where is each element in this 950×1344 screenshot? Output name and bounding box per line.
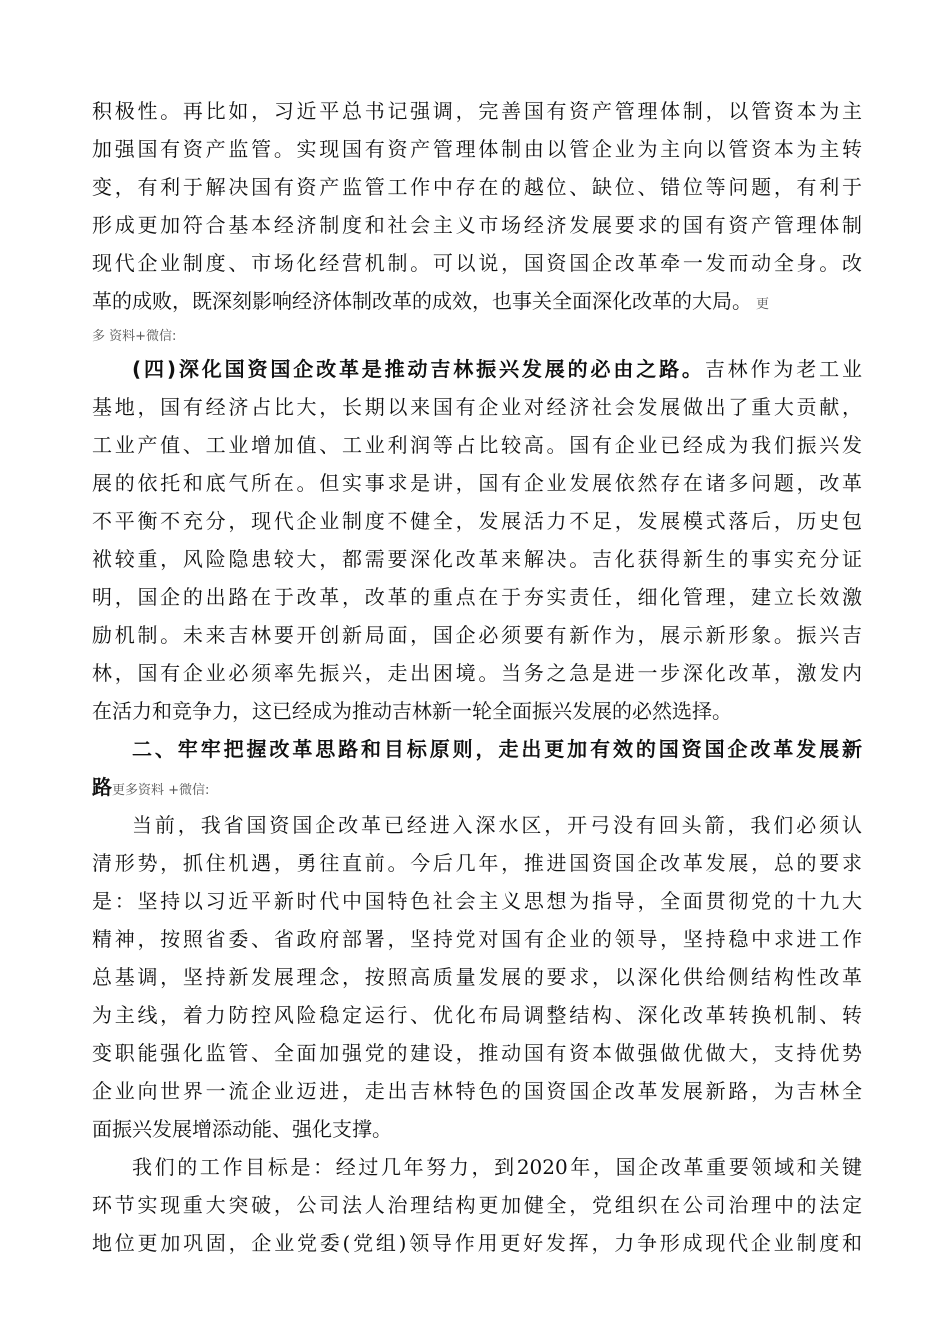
text-line: 地位更加巩固，企业党委(党组)领导作用更好发挥，力争形成现代企业制度和: [92, 1231, 862, 1255]
text-line: 总基调，坚持新发展理念，按照高质量发展的要求，以深化供给侧结构性改革: [92, 965, 862, 989]
text-line: 基地，国有经济占比大，长期以来国有企业对经济社会发展做出了重大贡献，: [92, 395, 862, 419]
paragraph-4: [92, 1148, 862, 1262]
text-line: 变职能强化监管、全面加强党的建设，推动国有资本做强做优做大，支持优势: [92, 1041, 862, 1065]
paragraph-3: [92, 806, 862, 1148]
watermark-note: 更多资料 +微信:: [112, 783, 210, 798]
text-line: 加强国有资产监管。实现国有资产管理体制由以管企业为主向以管资本为主转: [92, 137, 862, 161]
text-segment: 吉林作为老工业: [704, 357, 863, 381]
text-line: 林，国有企业必须率先振兴，走出困境。当务之急是进一步深化改革，激发内: [92, 661, 862, 685]
text-line: 励机制。未来吉林要开创新局面，国企必须要有新作为，展示新形象。振兴吉: [92, 623, 862, 647]
text-line: 积极性。再比如，习近平总书记强调，完善国有资产管理体制，以管资本为主: [92, 99, 862, 123]
text-line: 当前，我省国资国企改革已经进入深水区，开弓没有回头箭，我们必须认: [132, 813, 862, 837]
watermark-note: 多 资料+微信:: [92, 329, 177, 344]
text-line: 是：坚持以习近平新时代中国特色社会主义思想为指导，全面贯彻党的十九大: [92, 889, 862, 913]
text-line: 面振兴发展增添动能、强化支撑。: [92, 1117, 392, 1141]
paragraph-2: [92, 350, 862, 730]
text-line: 企业向世界一流企业迈进，走出吉林特色的国资国企改革发展新路，为吉林全: [92, 1079, 862, 1103]
text-line: 现代企业制度、市场化经营机制。可以说，国资国企改革牵一发而动全身。改: [92, 251, 862, 275]
document-page: [92, 92, 862, 1262]
text-line: 工业产值、工业增加值、工业利润等占比较高。国有企业已经成为我们振兴发: [92, 433, 862, 457]
section-2-heading: [92, 730, 862, 806]
text-line: 清形势，抓住机遇，勇往直前。今后几年，推进国资国企改革发展，总的要求: [92, 851, 862, 875]
section-heading-line: 二、牢牢把握改革思路和目标原则，走出更加有效的国资国企改革发展新: [132, 737, 862, 761]
text-line: 形成更加符合基本经济制度和社会主义市场经济发展要求的国有资产管理体制: [92, 213, 862, 237]
text-line: 变，有利于解决国有资产监管工作中存在的越位、缺位、错位等问题，有利于: [92, 175, 862, 199]
text-line: 展的依托和底气所在。但实事求是讲，国有企业发展依然存在诸多问题，改革: [92, 471, 862, 495]
text-line: 我们的工作目标是：经过几年努力，到2020年，国企改革重要领域和关键: [132, 1155, 862, 1179]
text-line: 袱较重，风险隐患较大，都需要深化改革来解决。吉化获得新生的事实充分证: [92, 547, 862, 571]
text-line: 在活力和竞争力，这已经成为推动吉林新一轮全面振兴发展的必然选择。: [92, 699, 732, 723]
text-line: 精神，按照省委、省政府部署，坚持党对国有企业的领导，坚持稳中求进工作: [92, 927, 862, 951]
watermark-note-line: [92, 320, 862, 350]
text-line: [92, 282, 862, 320]
text-segment: 革的成败，既深刻影响经济体制改革的成效，也事关全面深化改革的大局。: [92, 289, 752, 313]
text-line: [92, 350, 862, 388]
text-line: 环节实现重大突破，公司法人治理结构更加健全，党组织在公司治理中的法定: [92, 1193, 862, 1217]
text-line: 不平衡不充分，现代企业制度不健全，发展活力不足，发展模式落后，历史包: [92, 509, 862, 533]
section-heading-line: [92, 768, 862, 806]
section-heading-tail: 路: [92, 775, 112, 799]
text-line: 为主线，着力防控风险稳定运行、优化布局调整结构、深化改革转换机制、转: [92, 1003, 862, 1027]
text-line: 明，国企的出路在于改革，改革的重点在于夯实责任，细化管理，建立长效激: [92, 585, 862, 609]
subsection-heading: (四)深化国资国企改革是推动吉林振兴发展的必由之路。: [132, 357, 705, 381]
watermark-note: 更: [756, 297, 770, 312]
paragraph-1: [92, 92, 862, 350]
